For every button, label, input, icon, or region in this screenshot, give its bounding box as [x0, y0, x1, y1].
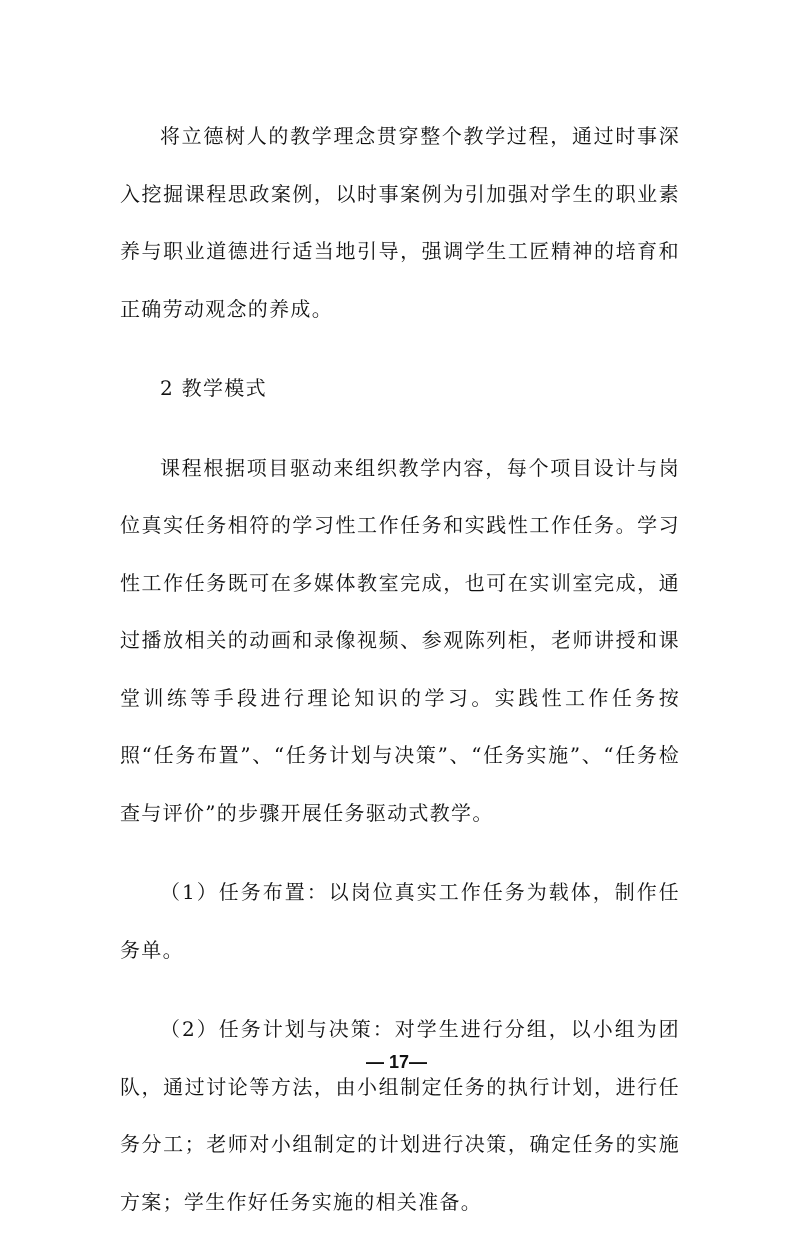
section-heading: 2 教学模式	[160, 376, 267, 400]
paragraph-moral-education: 将立德树人的教学理念贯穿整个教学过程，通过时事深入挖掘课程思政案例，以时事案例为引加强对学生的职业素养与职业道德进行适当地引导，强调学生工匠精神的培育和正确劳动观念的养成。	[120, 124, 680, 321]
paragraph-teaching-mode: 课程根据项目驱动来组织教学内容，每个项目设计与岗位真实任务相符的学习性工作任务和实践性工作任务。学习性工作任务既可在多媒体教室完成，也可在实训室完成，通过播放相关的动画和录像视频、参观陈列柜，老师讲授和课堂训练等手段进行理论知识的学习。实践性工作任务按照“任务布置”、“任务计划与决策”、“任务实施”、“任务检查与评价”的步骤开展任务驱动式教学。	[120, 455, 680, 825]
page-number: — 17—	[365, 1052, 428, 1072]
paragraph-task-assignment: （1）任务布置：以岗位真实工作任务为载体，制作任务单。	[120, 880, 680, 962]
paragraph-task-planning: （2）任务计划与决策：对学生进行分组，以小组为团队，通过讨论等方法，由小组制定任务的执行计划，进行任务分工；老师对小组制定的计划进行决策，确定任务的实施方案；学生作好任务实施的相关准备。	[120, 1017, 680, 1214]
page-body	[120, 108, 680, 1253]
